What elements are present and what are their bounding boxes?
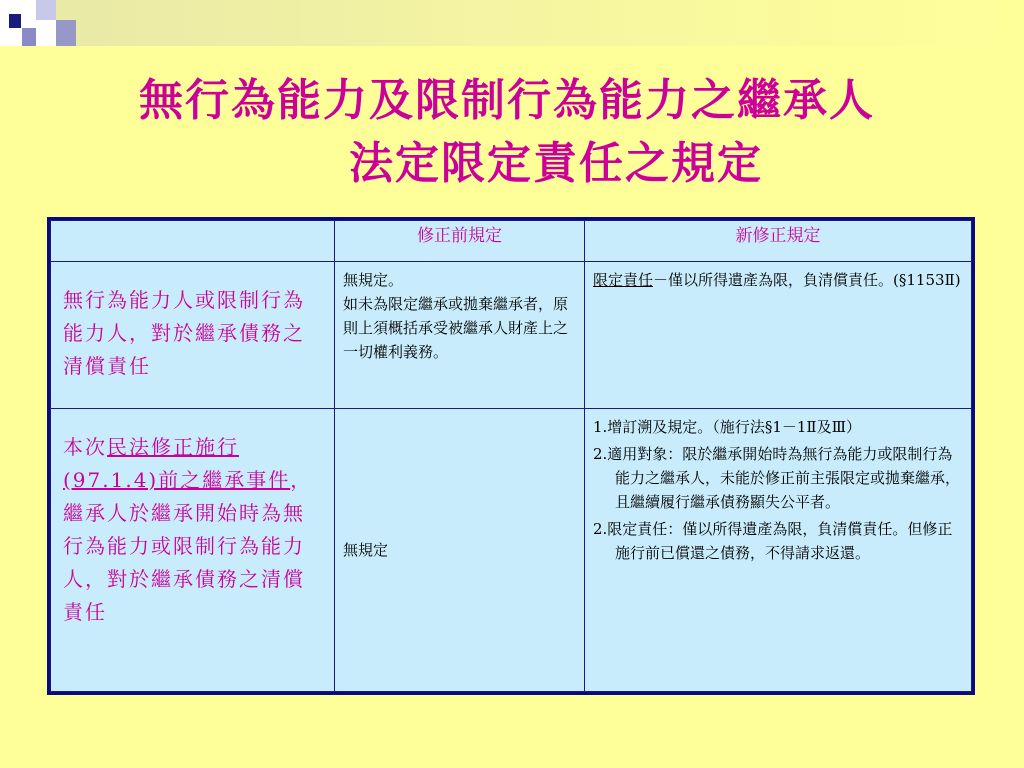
- row2-before-cell: 無規定: [335, 409, 585, 692]
- row2-prefix: 本次: [63, 435, 107, 459]
- header-new-amendment: 新修正規定: [585, 221, 972, 262]
- row2-new-item-3: 2.限定責任：僅以所得遺產為限，負清償責任。但修正施行前已償還之債務，不得請求返還。: [593, 520, 953, 562]
- row2-underlined-phrase: 民法修正施行(97.1.4)前之繼承事件: [63, 435, 291, 492]
- slide-title-line1: 無行為能力及限制行為能力之繼承人: [139, 75, 875, 126]
- row2-subject-cell: [51, 409, 335, 692]
- table-row: [51, 262, 972, 409]
- row1-new-cell: [585, 262, 972, 409]
- row1-limited-liability-term: 限定責任: [593, 271, 654, 289]
- header-empty-cell: [51, 221, 335, 262]
- row1-before-line1: 無規定。: [343, 271, 404, 289]
- row2-new-item-2: 2.適用對象：限於繼承開始時為無行為能力或限制行為能力之繼承人，未能於修正前主張限定或拋棄繼承，且繼續履行繼承債務顯失公平者。: [593, 445, 961, 511]
- row1-subject-cell: 無行為能力人或限制行為能力人，對於繼承債務之清償責任: [51, 262, 335, 409]
- row1-new-text: [593, 268, 963, 292]
- row1-before-line2: 如未為限定繼承或拋棄繼承者，原則上須概括承受被繼承人財產上之一切權利義務。: [343, 295, 569, 361]
- comparison-table: [50, 220, 972, 692]
- row2-rest: ，繼承人於繼承開始時為無行為能力或限制行為能力人，對於繼承債務之清償責任: [63, 468, 313, 624]
- row1-new-rest: －僅以所得遺產為限，負清償責任。(§1153Ⅱ): [653, 271, 961, 289]
- row1-before-cell: [335, 262, 585, 409]
- row2-new-cell: [585, 409, 972, 692]
- table-header-row: [51, 221, 972, 262]
- top-decorative-band: [0, 0, 1024, 46]
- header-before-amendment: 修正前規定: [335, 221, 585, 262]
- table-row: [51, 409, 972, 692]
- row2-new-item-1: 1.增訂溯及規定。（施行法§1－1Ⅱ及Ⅲ）: [593, 418, 862, 436]
- slide-title-line2: 法定限定責任之規定: [349, 138, 763, 189]
